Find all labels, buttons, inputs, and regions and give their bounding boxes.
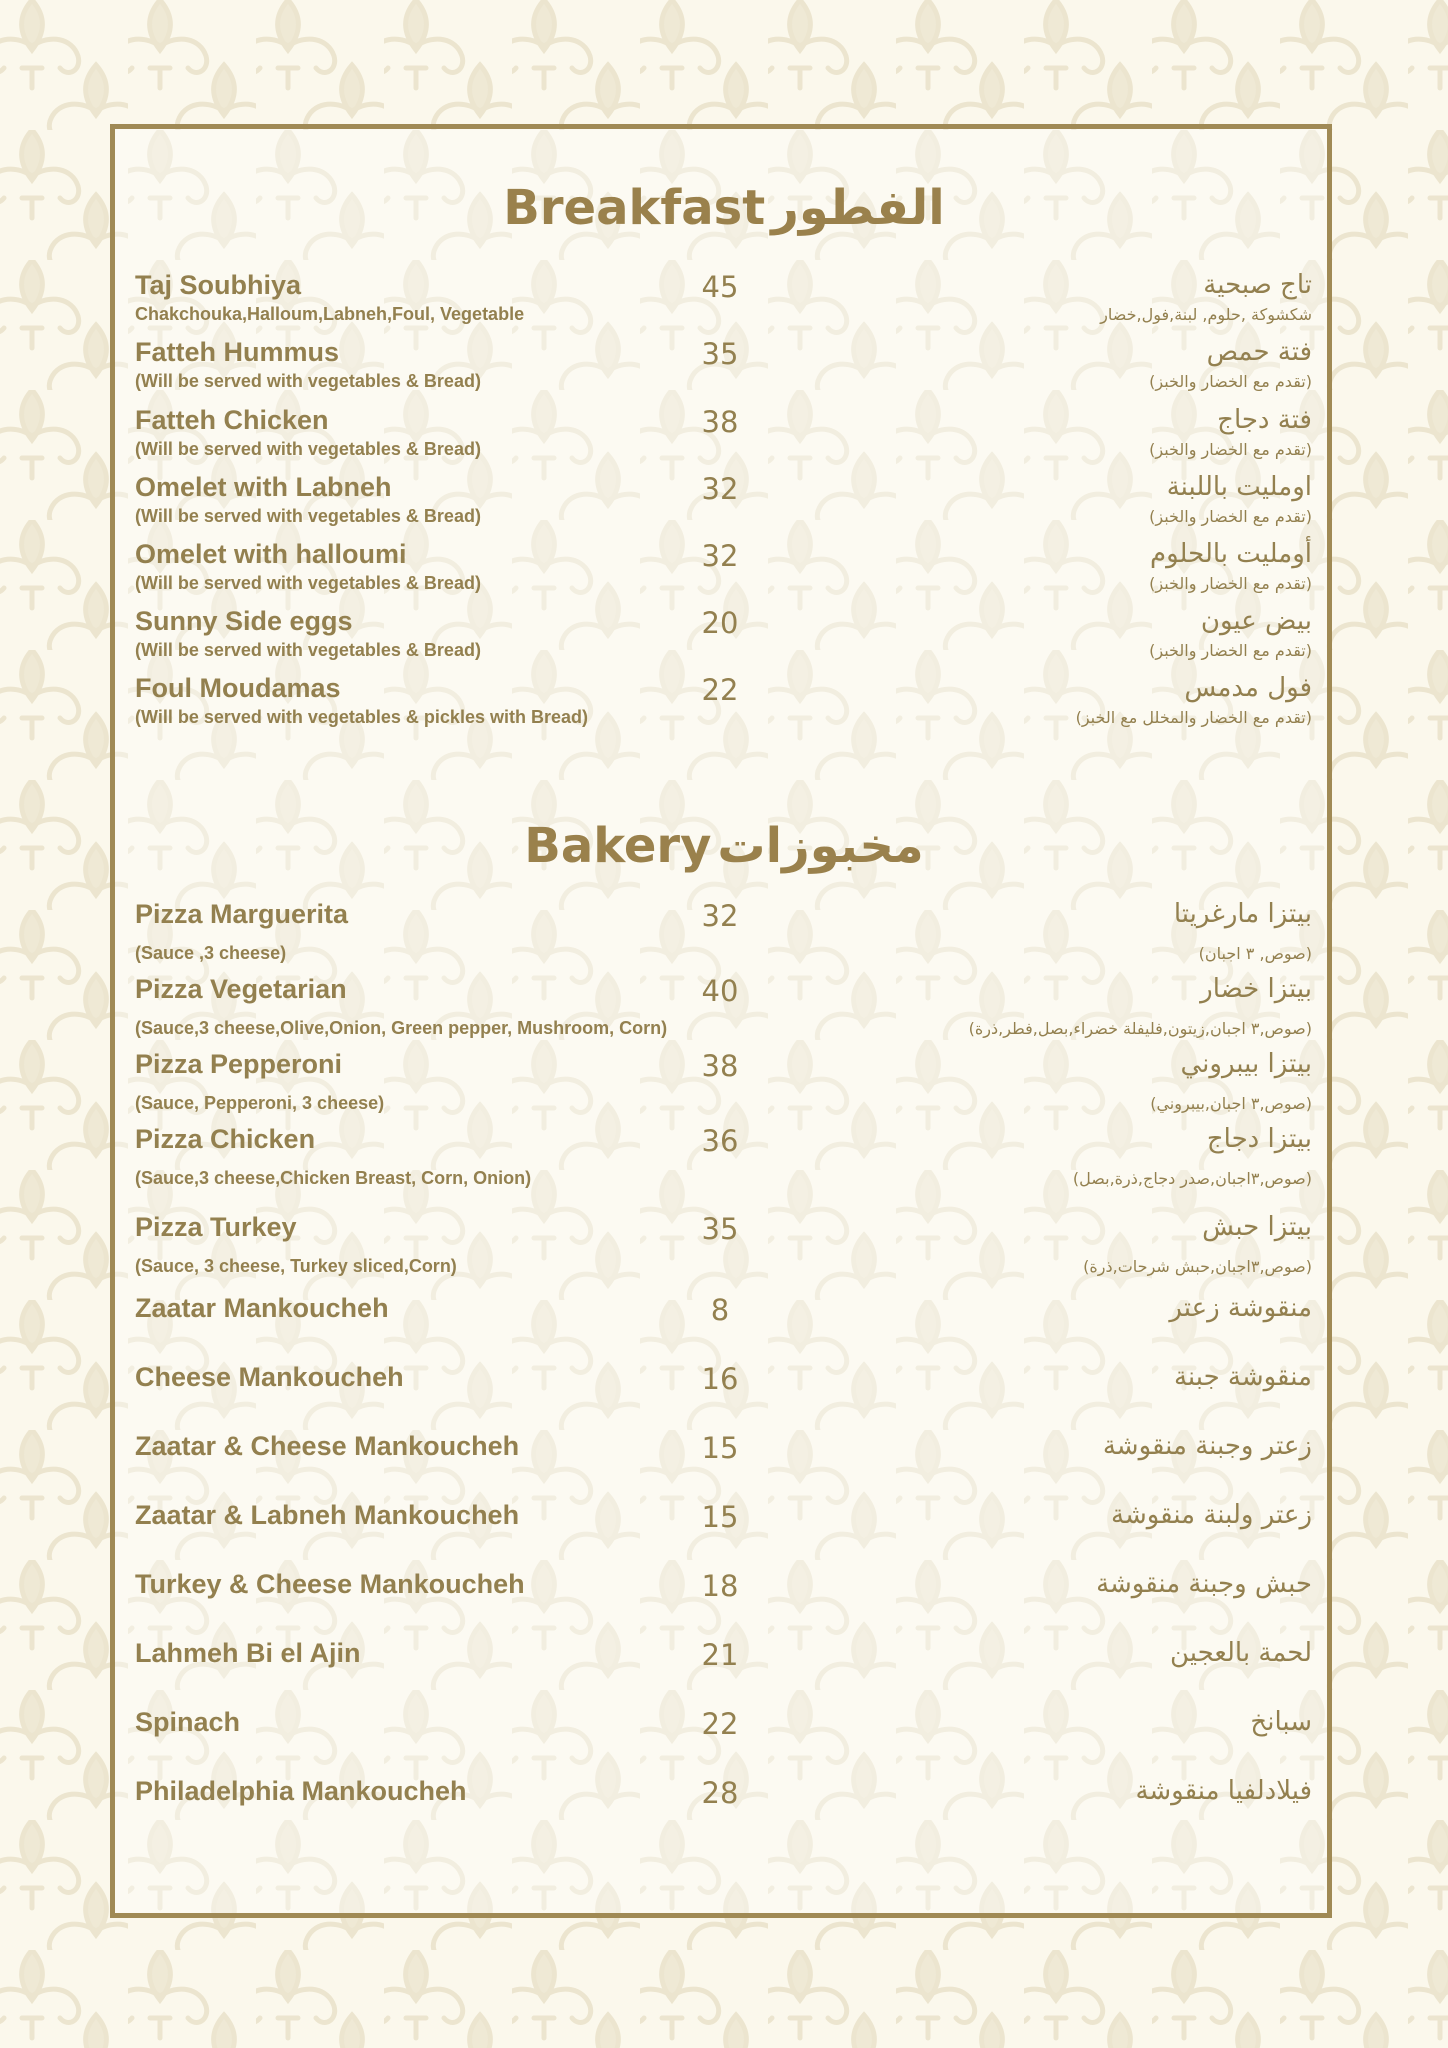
item-name-ar: تاج صبحية <box>1203 270 1312 300</box>
item-description-en: (Sauce,3 cheese,Chicken Breast, Corn, Onion) <box>135 1168 532 1188</box>
item-price: 16 <box>701 1362 739 1396</box>
item-name-ar: فتة حمص <box>1206 337 1312 367</box>
item-description-ar: (تقدم مع الخضار والخبز) <box>1149 372 1312 391</box>
item-name-en: Pizza Pepperoni <box>135 1049 343 1079</box>
menu-item <box>0 337 1448 401</box>
item-description-en: (Will be served with vegetables & Bread) <box>135 573 481 593</box>
menu-item <box>0 1638 1448 1702</box>
item-name-en: Lahmeh Bi el Ajin <box>135 1638 361 1668</box>
bakery-title-en: Bakery <box>524 818 712 874</box>
item-price: 38 <box>701 405 739 439</box>
item-name-en: Sunny Side eggs <box>135 606 353 636</box>
item-name-ar: منقوشة زعتر <box>1169 1293 1312 1323</box>
item-description-ar: (تقدم مع الخضار والخبز) <box>1149 641 1312 660</box>
item-name-ar: فيلادلفيا منقوشة <box>1135 1776 1312 1806</box>
menu-item <box>0 1293 1448 1357</box>
item-name-ar: بيض عيون <box>1200 606 1312 636</box>
item-price: 8 <box>710 1293 730 1327</box>
item-name-ar: بيتزا بيبروني <box>1180 1049 1312 1079</box>
item-name-ar: بيتزا دجاج <box>1206 1124 1312 1154</box>
item-name-en: Zaatar & Labneh Mankoucheh <box>135 1500 520 1530</box>
item-name-en: Pizza Chicken <box>135 1124 316 1154</box>
item-name-ar: حبش وجبنة منقوشة <box>1096 1569 1312 1599</box>
item-name-en: Omelet with halloumi <box>135 539 407 569</box>
bakery-title <box>0 818 1448 874</box>
item-name-ar: لحمة بالعجين <box>1170 1638 1312 1668</box>
item-price: 21 <box>701 1638 739 1672</box>
menu-item <box>0 606 1448 670</box>
menu-item <box>0 974 1448 1038</box>
item-price: 15 <box>701 1500 739 1534</box>
item-description-ar: (صوص, ٣ اجبان) <box>1198 944 1312 963</box>
item-name-en: Omelet with Labneh <box>135 472 392 502</box>
item-name-ar: بيتزا مارغريتا <box>1173 899 1312 929</box>
item-description-en: (Sauce, Pepperoni, 3 cheese) <box>135 1093 385 1113</box>
item-description-ar: (صوص,٣اجبان,صدر دجاج,ذرة,بصل) <box>1072 1169 1312 1188</box>
item-name-ar: أومليت بالحلوم <box>1150 539 1312 569</box>
item-price: 40 <box>701 974 739 1008</box>
item-description-en: Chakchouka,Halloum,Labneh,Foul, Vegetable <box>135 304 525 324</box>
item-description-en: (Will be served with vegetables & Bread) <box>135 640 481 660</box>
item-name-en: Zaatar & Cheese Mankoucheh <box>135 1431 520 1461</box>
item-price: 38 <box>701 1049 739 1083</box>
item-name-ar: اومليت باللبنة <box>1166 472 1312 502</box>
item-description-en: (Will be served with vegetables & Bread) <box>135 439 481 459</box>
item-description-ar: (صوص,٣اجبان,حبش شرحات,ذرة) <box>1083 1257 1312 1276</box>
item-description-en: (Will be served with vegetables & Bread) <box>135 371 481 391</box>
item-description-en: (Will be served with vegetables & pickles with Bread) <box>135 707 588 727</box>
menu-item <box>0 1212 1448 1276</box>
item-name-ar: منقوشة جبنة <box>1173 1362 1312 1392</box>
item-name-ar: بيتزا حبش <box>1202 1212 1312 1242</box>
item-description-ar: (تقدم مع الخضار والخبز) <box>1149 507 1312 526</box>
item-name-ar: بيتزا خضار <box>1200 974 1312 1004</box>
item-description-en: (Sauce,3 cheese,Olive,Onion, Green pepper, Mushroom, Corn) <box>135 1018 668 1038</box>
item-name-en: Pizza Turkey <box>135 1212 297 1242</box>
menu-item <box>0 539 1448 603</box>
item-price: 22 <box>701 1707 739 1741</box>
item-price: 18 <box>701 1569 739 1603</box>
item-price: 22 <box>701 673 739 707</box>
item-name-en: Philadelphia Mankoucheh <box>135 1776 467 1806</box>
menu-item <box>0 1707 1448 1771</box>
item-price: 35 <box>701 1212 739 1246</box>
menu-item <box>0 270 1448 334</box>
item-description-en: (Will be served with vegetables & Bread) <box>135 506 481 526</box>
breakfast-title <box>0 180 1448 236</box>
item-name-en: Fatteh Chicken <box>135 405 329 435</box>
menu-item <box>0 1362 1448 1426</box>
item-description-ar: (تقدم مع الخضار والمخلل مع الخبز) <box>1075 708 1312 727</box>
item-price: 32 <box>701 472 739 506</box>
item-name-en: Cheese Mankoucheh <box>135 1362 404 1392</box>
menu-item <box>0 1776 1448 1840</box>
item-name-en: Fatteh Hummus <box>135 337 340 367</box>
item-description-ar: (صوص,٣ اجبان,زيتون,فليفلة خضراء,بصل,فطر,ذرة) <box>968 1019 1312 1038</box>
item-name-ar: فتة دجاج <box>1217 405 1312 435</box>
menu-item <box>0 472 1448 536</box>
item-name-en: Pizza Vegetarian <box>135 974 347 1004</box>
item-name-en: Taj Soubhiya <box>135 270 302 300</box>
menu-item <box>0 1569 1448 1633</box>
item-price: 36 <box>701 1124 739 1158</box>
item-name-ar: زعتر ولبنة منقوشة <box>1111 1500 1312 1530</box>
item-price: 20 <box>701 606 739 640</box>
bakery-title-ar: مخبوزات <box>717 818 924 874</box>
item-price: 45 <box>701 270 739 304</box>
item-name-en: Spinach <box>135 1707 241 1737</box>
menu-item <box>0 1500 1448 1564</box>
item-name-ar: زعتر وجبنة منقوشة <box>1102 1431 1312 1461</box>
item-description-ar: شكشوكة ,حلوم, لبنة,فول,خضار <box>1100 305 1312 324</box>
menu-item <box>0 1049 1448 1113</box>
breakfast-title-en: Breakfast <box>503 180 766 236</box>
item-description-en: (Sauce, 3 cheese, Turkey sliced,Corn) <box>135 1256 457 1276</box>
item-name-en: Foul Moudamas <box>135 673 341 703</box>
item-price: 28 <box>701 1776 739 1810</box>
item-name-ar: فول مدمس <box>1184 673 1312 703</box>
item-price: 15 <box>701 1431 739 1465</box>
breakfast-title-ar: الفطور <box>771 180 945 236</box>
menu-item <box>0 899 1448 963</box>
item-description-ar: (صوص,٣ اجبان,بيبروني) <box>1150 1094 1312 1113</box>
item-name-en: Zaatar Mankoucheh <box>135 1293 389 1323</box>
item-description-ar: (تقدم مع الخضار والخبز) <box>1149 574 1312 593</box>
menu-item <box>0 673 1448 737</box>
item-description-ar: (تقدم مع الخضار والخبز) <box>1149 440 1312 459</box>
item-description-en: (Sauce ,3 cheese) <box>135 943 287 963</box>
item-name-en: Turkey & Cheese Mankoucheh <box>135 1569 525 1599</box>
menu-item <box>0 1431 1448 1495</box>
item-name-en: Pizza Marguerita <box>135 899 349 929</box>
item-price: 35 <box>701 337 739 371</box>
item-name-ar: سبانخ <box>1250 1707 1312 1737</box>
menu-item <box>0 405 1448 469</box>
item-price: 32 <box>701 899 739 933</box>
menu-item <box>0 1124 1448 1188</box>
item-price: 32 <box>701 539 739 573</box>
